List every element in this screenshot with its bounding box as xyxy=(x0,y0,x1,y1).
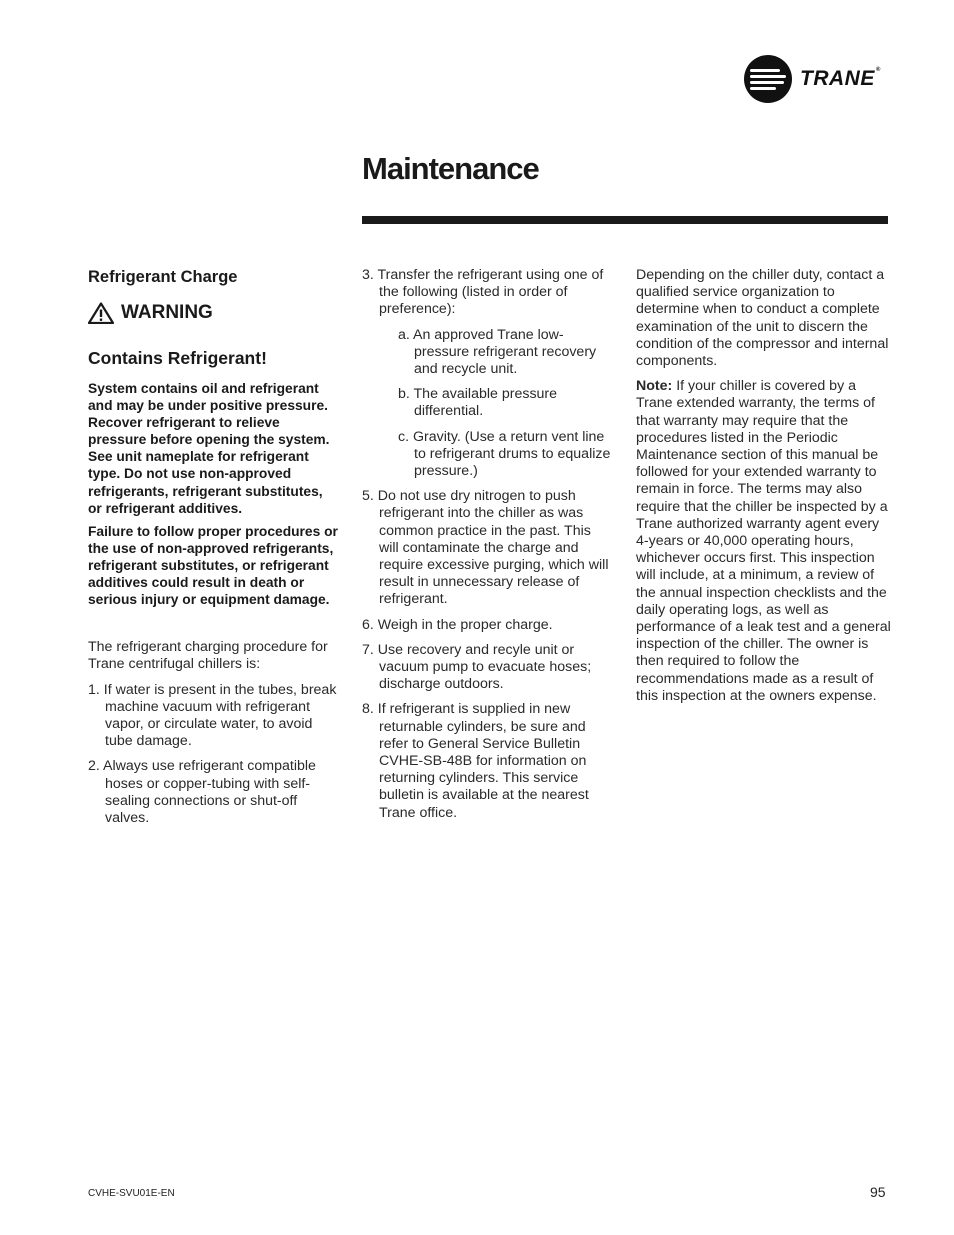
note-label: Note: xyxy=(636,378,673,395)
warning-banner xyxy=(88,302,338,324)
column-right xyxy=(636,267,892,713)
warning-label: WARNING xyxy=(121,302,213,324)
list-item: 8. If refrigerant is supplied in new returnable cylinders, be sure and refer to General Service Bulletin CVHE-SB-48B for information on returning cylinders. This service bulletin is available at the nearest Trane office. xyxy=(362,701,589,821)
trane-wordmark: TRANE® xyxy=(800,67,881,90)
column-middle xyxy=(362,267,612,830)
title-rule xyxy=(362,216,888,224)
sub-steps xyxy=(379,327,612,481)
procedure-steps xyxy=(88,682,338,828)
list-item: 2. Always use refrigerant compatible hoses or copper-tubing with self-sealing connections or shut-off valves. xyxy=(88,758,316,827)
column-left xyxy=(88,267,338,835)
section-heading: Refrigerant Charge xyxy=(88,268,238,286)
list-item: 7. Use recovery and recyle unit or vacuum pump to evacuate hoses; discharge outdoors. xyxy=(362,641,592,693)
list-item: 5. Do not use dry nitrogen to push refrigerant into the chiller as was common practice in the past. This will contaminate the charge and require excessive purging, which will result in unnecessary release of refrigerant. xyxy=(362,488,609,608)
warning-triangle-icon xyxy=(88,302,114,324)
trane-logo-mark xyxy=(744,55,792,103)
note-paragraph xyxy=(636,378,892,705)
trane-logo xyxy=(744,55,881,103)
list-item: 3. Transfer the refrigerant using one of the following (listed in order of preference): a. An approved Trane low-pressure refrigerant recovery and recycle unit. b. The available pressure differential. c. Gravity. (Use a return vent line to refrigerant drums to equalize pressure.) xyxy=(362,267,611,480)
list-item: b. The available pressure differential. xyxy=(398,386,558,420)
intro-paragraph: The refrigerant charging procedure for Trane centrifugal chillers is: xyxy=(88,639,328,673)
document-code: CVHE-SVU01E-EN xyxy=(88,1188,175,1199)
list-item: c. Gravity. (Use a return vent line to refrigerant drums to equalize pressure.) xyxy=(398,428,611,480)
page-number: 95 xyxy=(870,1184,886,1200)
warning-heading: Contains Refrigerant! xyxy=(88,348,267,368)
warning-text: System contains oil and refrigerant and may be under positive pressure. Recover refrigerant to relieve pressure before opening the system. See unit nameplate for refrigerant type. Do not use non-approved refrigerants, refrigerant substitutes, or refrigerant additives. xyxy=(88,381,330,516)
warning-consequence-text: Failure to follow proper procedures or the use of non-approved refrigerants, refrigerant substitutes, or refrigerant additives could result in death or serious injury or equipment damage. xyxy=(88,523,338,608)
inspection-paragraph: Depending on the chiller duty, contact a qualified service organization to determine when to conduct a complete examination of the unit to discern the condition of the compressor and internal components. xyxy=(636,267,889,370)
list-item: 1. If water is present in the tubes, break machine vacuum with refrigerant vapor, or circulate water, to avoid tube damage. xyxy=(88,681,337,750)
procedure-steps-continued xyxy=(362,267,612,822)
note-text: If your chiller is covered by a Trane extended warranty, the terms of that warranty may require that the procedures listed in the Periodic Maintenance section of this manual be followed for your extended warranty to remain in force. The terms may also require that the chiller be inspected by a Trane authorized warranty agent every 4-years or 40,000 operating hours, whichever occurs first. This inspection will include, at a minimum, a review of the annual inspection checklists and the daily operating logs, as well as performance of a leak test and a general inspection of the chiller. The owner is then required to follow the recommendations made as a result of this inspection at the owners expense. xyxy=(636,378,891,704)
list-item: a. An approved Trane low-pressure refrigerant recovery and recycle unit. xyxy=(398,326,597,378)
list-item: 6. Weigh in the proper charge. xyxy=(362,616,553,633)
page-title: Maintenance xyxy=(362,151,539,186)
